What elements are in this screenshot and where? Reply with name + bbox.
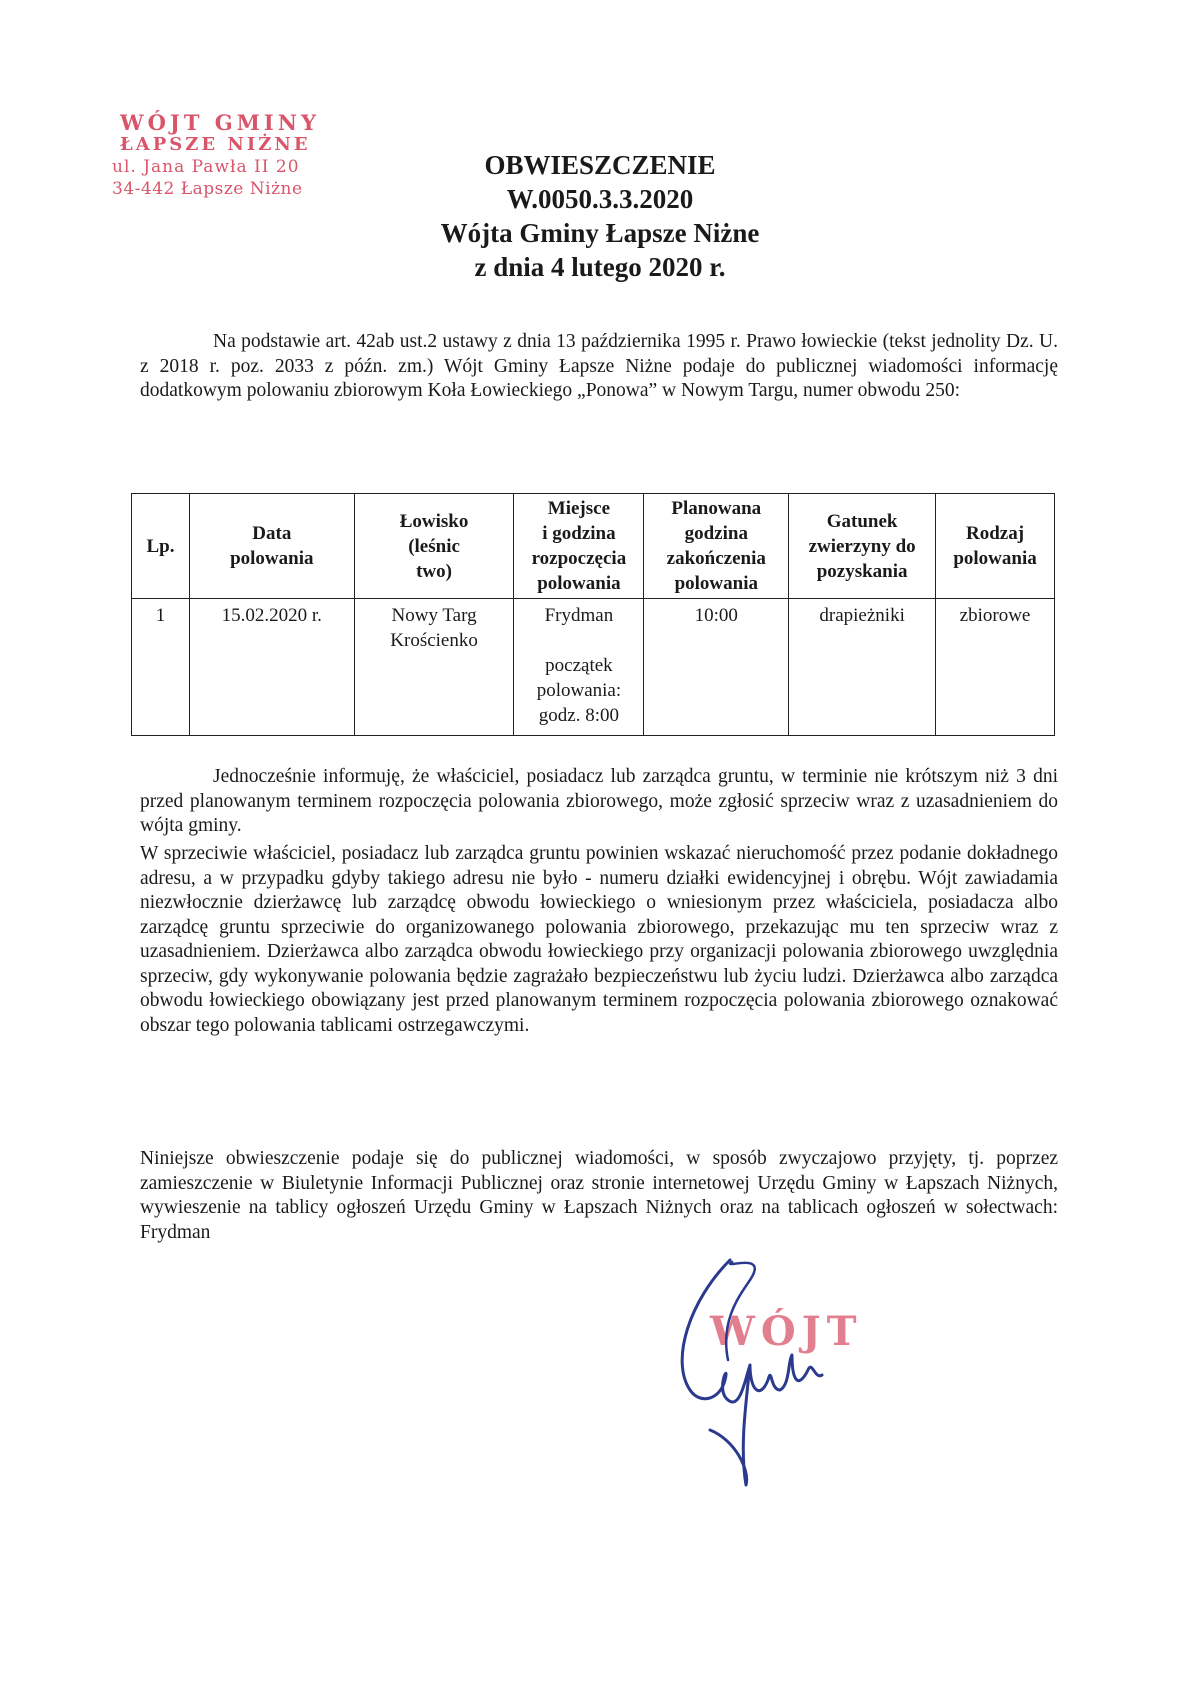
cell-start-time-line: polowania: (536, 680, 622, 701)
header-type (936, 494, 1055, 599)
header-type-line: Rodzaj (965, 523, 1025, 544)
cell-area-line: Krościenko (390, 630, 478, 651)
hunt-table (131, 493, 1055, 736)
header-start-line: i godzina (542, 523, 616, 544)
cell-date: 15.02.2020 r. (189, 599, 354, 736)
header-area-line: two) (416, 560, 452, 582)
header-species (789, 494, 936, 599)
header-date-line: Data (252, 523, 292, 544)
header-date-line: polowania (230, 548, 314, 569)
stamp-line-3: ul. Jana Pawła II 20 (112, 157, 300, 177)
cell-end: 10:00 (644, 599, 789, 736)
header-area (354, 494, 514, 599)
document-date: z dnia 4 lutego 2020 r. (474, 252, 726, 282)
stamp-line-1: WÓJT GMINY (120, 110, 320, 135)
header-species-line: pozyskania (816, 560, 908, 582)
signature-stroke (682, 1260, 822, 1485)
cell-type: zbiorowe (936, 599, 1055, 736)
header-start-line: polowania (537, 573, 621, 594)
header-type-line: polowania (953, 548, 1037, 569)
notice-paragraph: Jednocześnie informuję, że właściciel, posiadacz lub zarządca gruntu, w terminie nie krótszym niż 3 dni przed planowanym terminem rozpoczęcia polowania zbiorowego, może zgłosić sprzeciw wraz z uzasadnieniem do wójta gminy. (140, 766, 1058, 836)
header-end-line: godzina (684, 523, 748, 544)
header-species-line: Gatunek (826, 510, 898, 532)
header-date (189, 494, 354, 599)
header-lp: Lp. (132, 494, 190, 599)
header-start-line: rozpoczęcia (531, 548, 627, 569)
header-start (514, 494, 644, 599)
header-end-line: Planowana (671, 498, 762, 519)
table-row (132, 599, 1055, 736)
header-start-line: Miejsce (547, 498, 611, 519)
cell-lp: 1 (132, 599, 190, 736)
document-heading (380, 148, 820, 284)
cell-start (514, 599, 644, 736)
signature-stamp-text: WÓJT (710, 1308, 863, 1355)
table-header-row (132, 494, 1055, 599)
document-number: W.0050.3.3.2020 (506, 184, 694, 214)
publication-paragraph: Niniejsze obwieszczenie podaje się do publicznej wiadomości, w sposób zwyczajowo przyjęty, tj. poprzez zamieszczenie w Biuletynie Informacji Publicznej oraz stronie internetowej Urzędu Gminy w Łapszach Niżnych, wywieszenie na tablicy ogłoszeń Urzędu Gminy w Łapszach Niżnych oraz na tablicach ogłoszeń w sołectwach: Frydman (140, 1148, 1058, 1243)
document-issuer: Wójta Gminy Łapsze Niżne (440, 218, 760, 248)
header-area-line: Łowisko (399, 510, 469, 532)
cell-area-line: Nowy Targ (391, 605, 477, 626)
header-area-line: (leśnic (408, 535, 460, 557)
stamp-line-2: ŁAPSZE NIŻNE (120, 134, 311, 155)
cell-species: drapieżniki (789, 599, 936, 736)
header-end-line: zakończenia (666, 548, 766, 569)
objection-paragraph: W sprzeciwie właściciel, posiadacz lub zarządca gruntu powinien wskazać nieruchomość przez podanie dokładnego adresu, a w przypadku gdyby takiego adresu nie było - numeru działki ewidencyjnej i obrębu. Wójt zawiadamia niezwłocznie dzierżawcę lub zarządcę obwodu łowieckiego o wniesionym przez właściciela, posiadacza albo zarządcę gruntu sprzeciwie do organizowanego polowania zbiorowego, przekazując mu ten sprzeciw wraz z uzasadnieniem. Dzierżawca albo zarządca obwodu łowieckiego przy organizacji polowania zbiorowego uwzględnia sprzeciw, gdy wykonywanie polowania będzie zagrażało bezpieczeństwu lub życiu ludzi. Dzierżawca albo zarządca obwodu łowieckiego obowiązany jest przed planowanym terminem rozpoczęcia polowania zbiorowego oznakować obszar tego polowania tablicami ostrzegawczymi. (140, 843, 1058, 1036)
cell-start-time-line: godz. 8:00 (538, 705, 620, 726)
intro-paragraph: Na podstawie art. 42ab ust.2 ustawy z dnia 13 października 1995 r. Prawo łowieckie (tekst jednolity Dz. U. z 2018 r. poz. 2033 z późn. zm.) Wójt Gminy Łapsze Niżne podaje do publicznej wiadomości informację dodatkowym polowaniu zbiorowym Koła Łowieckiego „Ponowa” w Nowym Targu, numer obwodu 250: (140, 331, 1058, 401)
header-end-line: polowania (674, 573, 758, 594)
office-stamp (112, 112, 342, 200)
header-species-line: zwierzyny do (808, 535, 916, 557)
cell-start-time-line: początek (545, 655, 613, 676)
header-end (644, 494, 789, 599)
stamp-line-4: 34-442 Łapsze Niżne (112, 179, 303, 199)
signature (650, 1240, 910, 1500)
document-title: OBWIESZCZENIE (484, 150, 716, 180)
cell-area (354, 599, 514, 736)
cell-start-place: Frydman (544, 605, 614, 626)
